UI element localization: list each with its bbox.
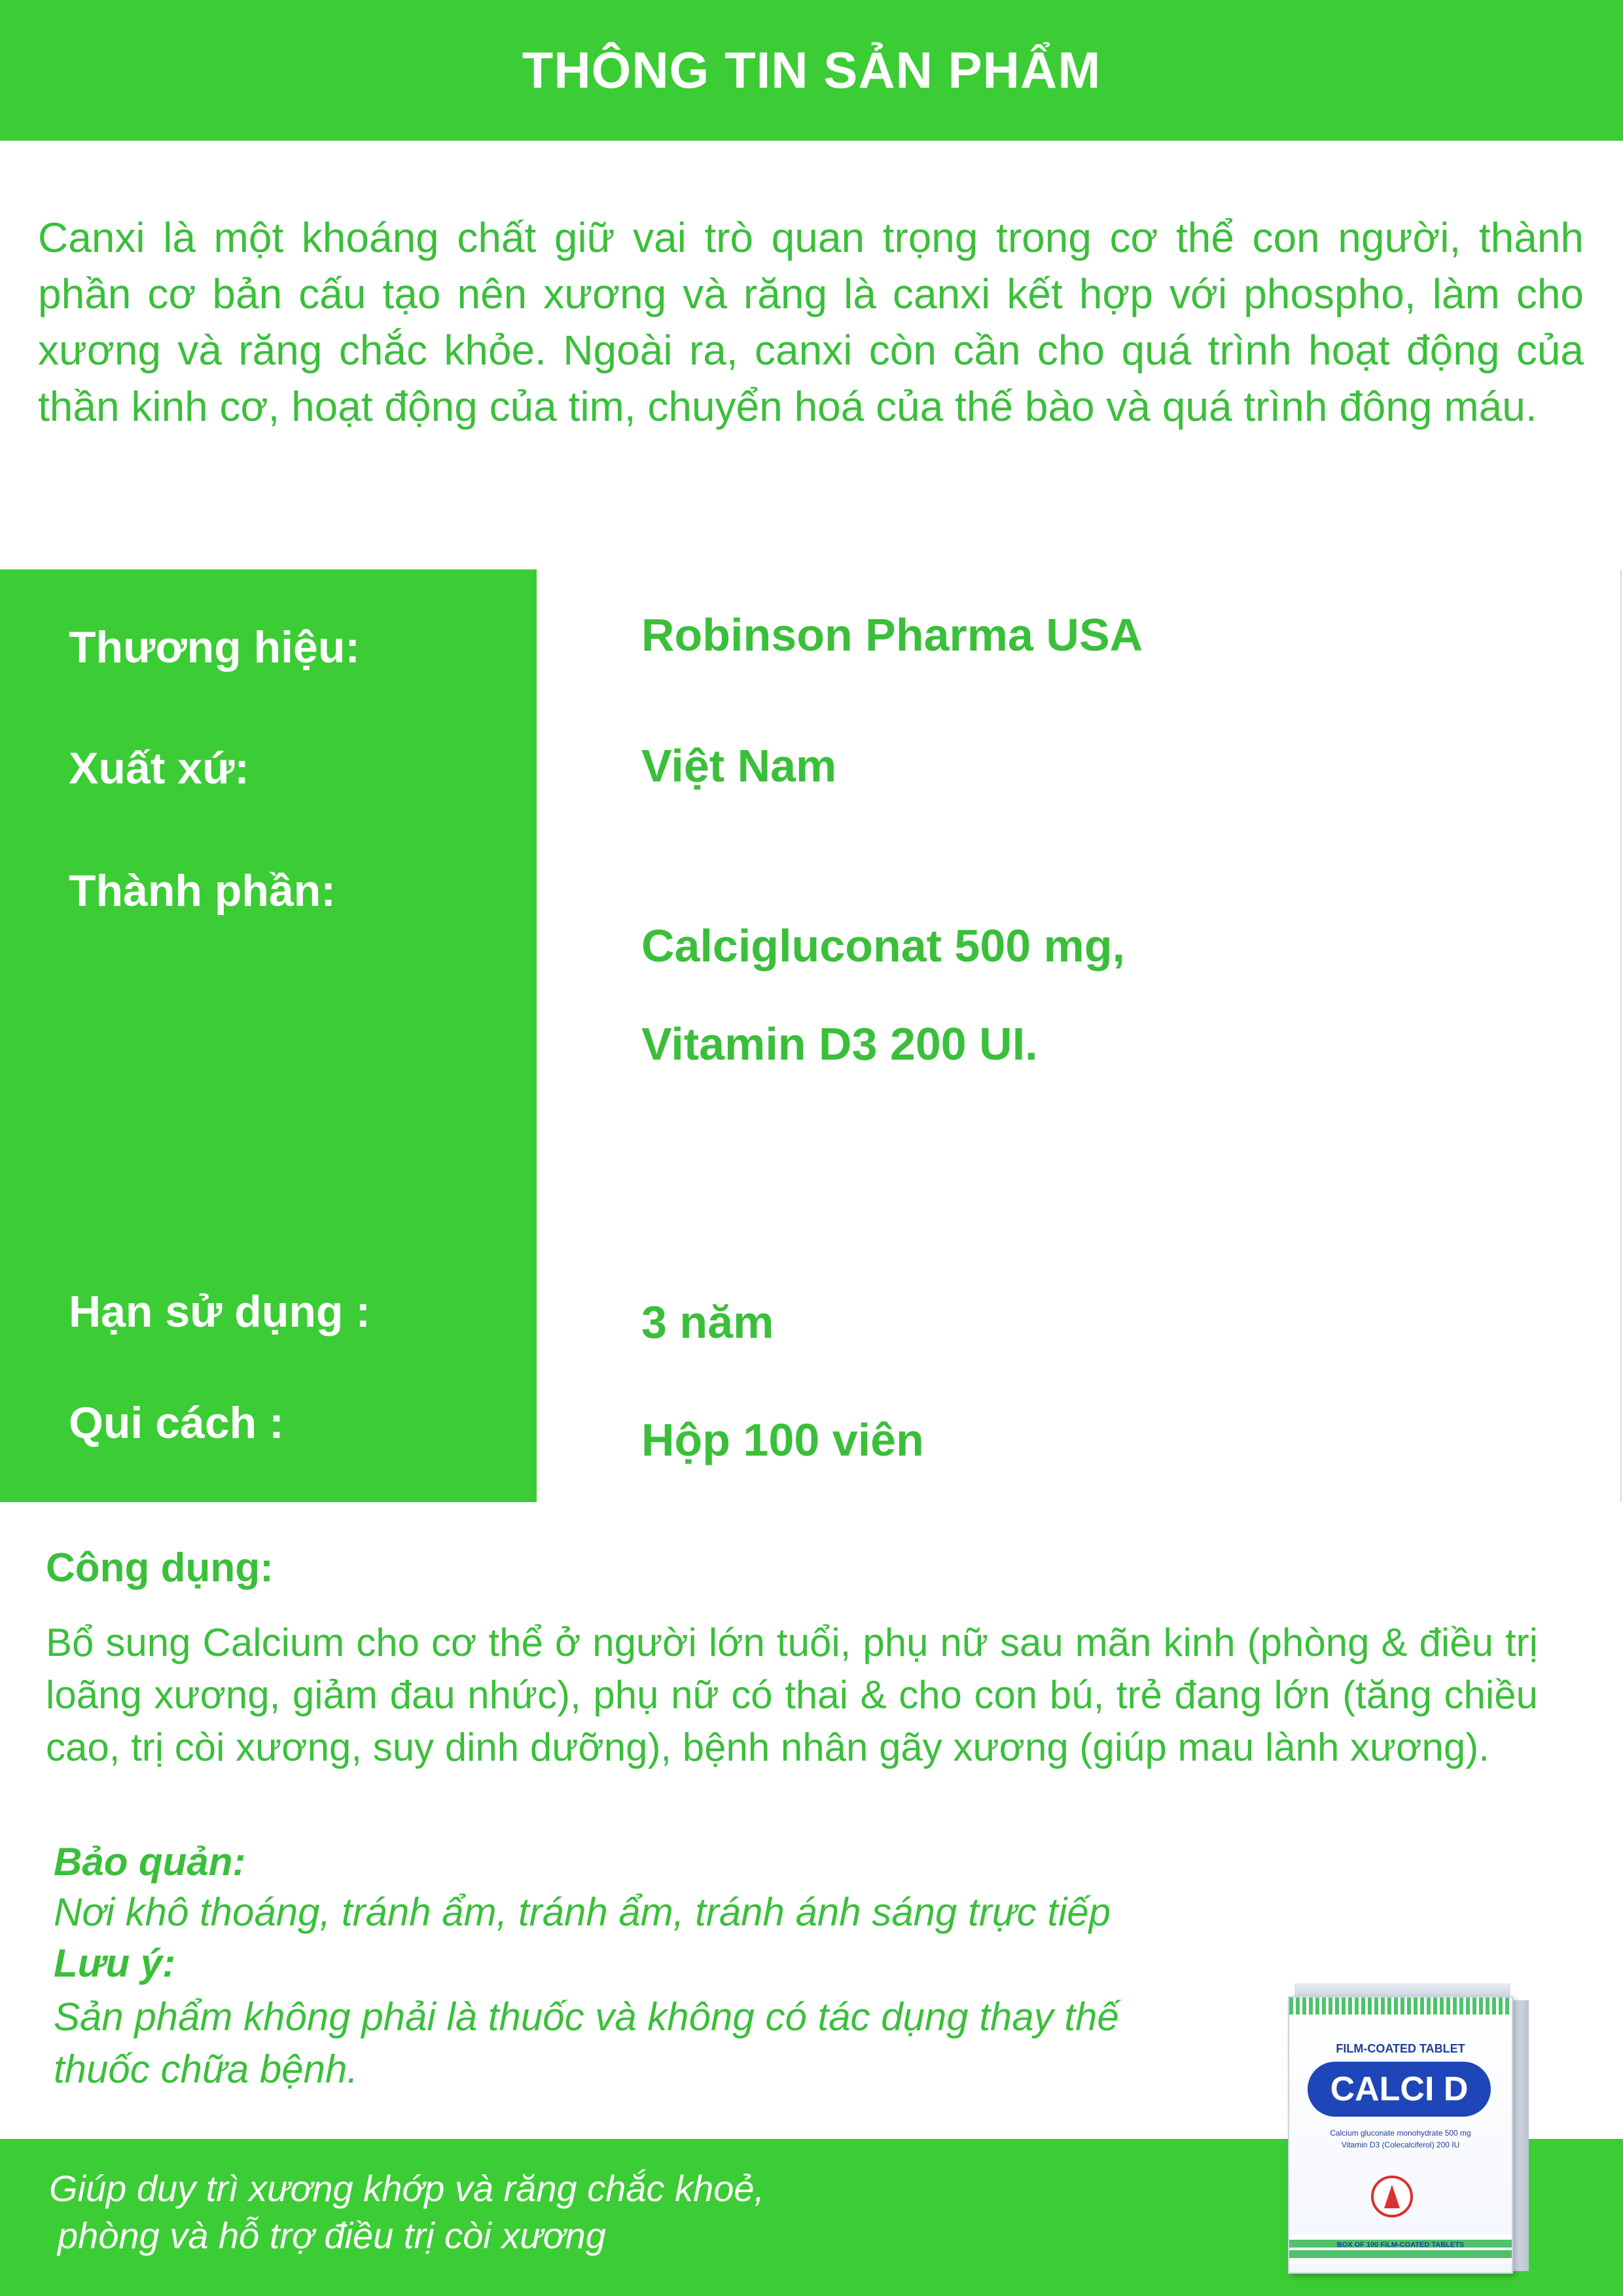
header-banner bbox=[0, 0, 1623, 141]
package-value: Hộp 100 viên bbox=[641, 1414, 924, 1465]
brand-label: Thương hiệu: bbox=[69, 622, 361, 672]
box-front-face bbox=[1288, 1996, 1513, 2274]
info-right-border bbox=[1620, 569, 1622, 1502]
product-box-image bbox=[1288, 1983, 1537, 2271]
page-title: THÔNG TIN SẢN PHẨM bbox=[522, 41, 1101, 99]
storage-title: Bảo quản: bbox=[54, 1840, 246, 1884]
box-composition-1: Calcium gluconate monohydrate 500 mg bbox=[1330, 2128, 1471, 2138]
box-top-face bbox=[1294, 1983, 1510, 1998]
note-title: Lưu ý: bbox=[54, 1941, 176, 1985]
intro-paragraph: Canxi là một khoáng chất giữ vai trò quan trọng trong cơ thể con người, thành phần cơ bản cấu tạo nên xương và răng là canxi kết hợp với phospho, làm cho xương và răng chắc khỏe. Ngoài ra, canxi còn cần cho quá trình hoạt động của thần kinh cơ, hoạt động của tim, chuyển hoá của thế bào và quá trình đông máu. bbox=[38, 214, 1584, 430]
expiry-label: Hạn sử dụng : bbox=[69, 1287, 370, 1336]
info-label-panel bbox=[0, 569, 537, 1502]
note-line-2: thuốc chữa bệnh. bbox=[54, 2047, 359, 2091]
manufacturer-logo-icon bbox=[1371, 2176, 1413, 2217]
box-brand: CALCI D bbox=[1308, 2062, 1491, 2117]
ingredient-1: Calcigluconat 500 mg, bbox=[641, 920, 1126, 971]
logo-mark bbox=[1384, 2185, 1400, 2208]
footer-line-2: phòng và hỗ trợ điều trị còi xương bbox=[58, 2215, 606, 2256]
ingredient-2: Vitamin D3 200 UI. bbox=[641, 1018, 1038, 1069]
usage-title: Công dụng: bbox=[46, 1545, 274, 1590]
box-bottom-stripe bbox=[1289, 2234, 1512, 2263]
box-side-face bbox=[1510, 2000, 1529, 2271]
package-label: Qui cách : bbox=[69, 1398, 284, 1448]
box-composition-2: Vitamin D3 (Colecalciferol) 200 IU bbox=[1341, 2140, 1460, 2149]
expiry-value: 3 năm bbox=[641, 1297, 774, 1348]
note-line-1: Sản phẩm không phải là thuốc và không có tác dụng thay thế bbox=[54, 1995, 1119, 2039]
origin-label: Xuất xứ: bbox=[69, 744, 249, 793]
usage-text: Bổ sung Calcium cho cơ thể ở người lớn tuổi, phụ nữ sau mãn kinh (phòng & điều trị loãng xương, giảm đau nhức), phụ nữ có thai & cho con bú, trẻ đang lớn (tăng chiều cao, trị còi xương, suy dinh dưỡng), bệnh nhân gãy xương (giúp mau lành xương). bbox=[46, 1621, 1538, 1769]
box-tag: FILM-COATED TABLET bbox=[1336, 2042, 1465, 2055]
footer-line-1: Giúp duy trì xương khớp và răng chắc khoẻ, bbox=[49, 2168, 765, 2209]
ingredients-label: Thành phần: bbox=[69, 866, 336, 916]
box-count: BOX OF 100 FILM-COATED TABLETS bbox=[1336, 2241, 1465, 2249]
storage-text: Nơi khô thoáng, tránh ẩm, tránh ẩm, tránh ánh sáng trực tiếp bbox=[54, 1890, 1111, 1934]
origin-value: Việt Nam bbox=[641, 740, 837, 791]
box-top-stripe bbox=[1289, 1998, 1512, 2015]
brand-value: Robinson Pharma USA bbox=[641, 609, 1143, 660]
